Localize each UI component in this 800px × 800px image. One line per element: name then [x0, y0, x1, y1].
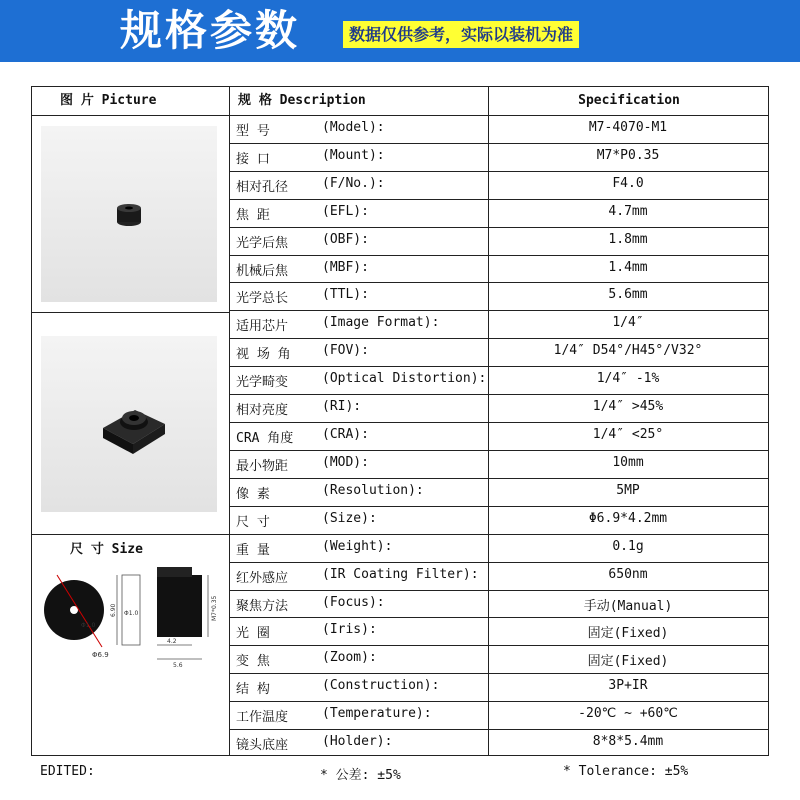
- page-title: 规格参数: [120, 6, 301, 55]
- row-name-cn: CRA 角度: [236, 431, 294, 447]
- hole-label: Φ1.0: [81, 622, 96, 629]
- row-name-cn: 焦 距: [236, 207, 270, 223]
- row-description: (Zoom):: [322, 650, 377, 666]
- spec-row: [230, 422, 768, 450]
- lens-barrel-image: [41, 126, 217, 302]
- row-description: (Focus):: [322, 594, 385, 610]
- row-description: (Holder):: [322, 734, 393, 750]
- spec-row: [230, 562, 768, 590]
- row-name-cn: 接 口: [236, 151, 270, 167]
- row-description: (CRA):: [322, 427, 369, 443]
- row-description: (Size):: [322, 510, 377, 526]
- row-description: (FOV):: [322, 343, 369, 359]
- row-spec-value: 8*8*5.4mm: [592, 734, 664, 750]
- length-label: 5.6: [173, 662, 183, 669]
- row-description: (Construction):: [322, 678, 440, 694]
- row-spec-value: 5MP: [616, 482, 640, 498]
- row-name-cn: 结 构: [236, 682, 270, 698]
- tolerance-cn: * 公差: ±5%: [320, 768, 401, 783]
- row-name-cn: 尺 寸: [236, 514, 270, 530]
- row-description: (Optical Distortion):: [322, 371, 487, 387]
- row-description: (MOD):: [322, 454, 369, 470]
- lens-photo-cell: [32, 115, 230, 312]
- row-name-cn: 光学总长: [236, 291, 289, 307]
- row-description: (Image Format):: [322, 315, 440, 331]
- row-description: (Mount):: [322, 147, 385, 163]
- spec-row: [230, 366, 768, 394]
- spec-row: [230, 506, 768, 534]
- size-drawing-cell: [32, 534, 230, 757]
- row-name-cn: 光 圈: [236, 626, 270, 642]
- edited-label: EDITED:: [40, 764, 95, 779]
- spec-row: [230, 171, 768, 199]
- spec-row: [230, 282, 768, 310]
- row-spec-value: 5.6mm: [608, 287, 648, 303]
- row-name-cn: 适用芯片: [236, 319, 289, 335]
- spec-row: [230, 255, 768, 283]
- row-name-cn: 工作温度: [236, 710, 289, 726]
- row-spec-value: 4.7mm: [608, 203, 648, 219]
- hole-label-2: Φ1.0: [124, 610, 139, 617]
- size-label: 尺 寸 Size: [70, 542, 143, 557]
- row-name-cn: 红外感应: [236, 570, 289, 586]
- height-label: 6.90: [110, 603, 117, 617]
- spec-row: [230, 143, 768, 171]
- row-spec-value: 固定(Fixed): [587, 654, 669, 670]
- row-description: (Model):: [322, 120, 385, 135]
- row-description: (Weight):: [322, 538, 393, 554]
- row-spec-value: 3P+IR: [608, 678, 648, 694]
- row-description: (IR Coating Filter):: [322, 566, 479, 582]
- row-description: (F/No.):: [322, 175, 385, 191]
- header-description: 规 格 Description: [238, 93, 366, 108]
- row-spec-value: 1/4″ D54°/H45°/V32°: [553, 343, 703, 359]
- row-description: (MBF):: [322, 259, 369, 275]
- row-name-cn: 视 场 角: [236, 347, 291, 363]
- row-name-cn: 镜头底座: [236, 738, 289, 754]
- row-spec-value: 650nm: [608, 566, 648, 582]
- row-spec-value: 1/4″: [612, 315, 644, 331]
- row-name-cn: 型 号: [236, 124, 270, 139]
- row-name-cn: 光学畸变: [236, 375, 289, 391]
- spec-row: [230, 338, 768, 366]
- row-name-cn: 机械后焦: [236, 263, 289, 279]
- lens-holder-image: [41, 336, 217, 512]
- spec-row: [230, 534, 768, 562]
- row-spec-value: Φ6.9*4.2mm: [588, 510, 668, 526]
- spec-row: [230, 115, 768, 143]
- holder-photo-cell: [32, 312, 230, 534]
- spec-row: [230, 729, 768, 757]
- spec-table: [31, 86, 769, 756]
- row-spec-value: 手动(Manual): [583, 598, 673, 614]
- row-spec-value: 1.4mm: [608, 259, 648, 275]
- spec-row: [230, 701, 768, 729]
- thread-label: M7*0.35: [211, 595, 218, 621]
- row-spec-value: 固定(Fixed): [587, 626, 669, 642]
- row-name-cn: 聚焦方法: [236, 598, 289, 614]
- row-spec-value: -20℃ ~ +60℃: [578, 706, 678, 722]
- holder-photo: [41, 336, 217, 512]
- row-spec-value: 1/4″ -1%: [596, 371, 660, 387]
- spec-row: [230, 394, 768, 422]
- spec-row: [230, 450, 768, 478]
- diameter-label: Φ6.9: [92, 651, 109, 659]
- row-description: (Resolution):: [322, 482, 424, 498]
- row-name-cn: 变 焦: [236, 654, 270, 670]
- spec-row: [230, 645, 768, 673]
- row-name-cn: 相对孔径: [236, 179, 289, 195]
- header-picture: 图 片 Picture: [60, 93, 157, 108]
- row-description: (TTL):: [322, 287, 369, 303]
- dimension-drawing: [32, 557, 230, 757]
- row-name-cn: 光学后焦: [236, 235, 289, 251]
- row-spec-value: M7-4070-M1: [588, 120, 668, 135]
- row-spec-value: 1/4″ >45%: [592, 399, 664, 415]
- title-banner: [0, 0, 800, 62]
- row-description: (RI):: [322, 399, 362, 415]
- width-label: 4.2: [167, 638, 177, 645]
- row-spec-value: 10mm: [612, 454, 644, 470]
- row-name-cn: 最小物距: [236, 458, 289, 474]
- row-spec-value: 1/4″ <25°: [592, 427, 664, 443]
- row-name-cn: 重 量: [236, 542, 270, 558]
- tolerance-en: * Tolerance: ±5%: [563, 764, 689, 779]
- header-specification: Specification: [578, 93, 680, 108]
- row-description: (OBF):: [322, 231, 369, 247]
- disclaimer-note: 数据仅供参考，实际以装机为准: [343, 21, 579, 48]
- spec-row: [230, 199, 768, 227]
- row-spec-value: F4.0: [612, 175, 644, 191]
- spec-row: [230, 227, 768, 255]
- spec-row: [230, 478, 768, 506]
- row-name-cn: 像 素: [236, 486, 270, 502]
- spec-row: [230, 617, 768, 645]
- row-name-cn: 相对亮度: [236, 403, 289, 419]
- row-spec-value: M7*P0.35: [596, 147, 660, 163]
- row-spec-value: 1.8mm: [608, 231, 648, 247]
- row-description: (Iris):: [322, 622, 377, 638]
- row-description: (EFL):: [322, 203, 369, 219]
- spec-row: [230, 673, 768, 701]
- row-spec-value: 0.1g: [612, 538, 644, 554]
- spec-row: [230, 310, 768, 338]
- lens-photo: [41, 126, 217, 302]
- spec-row: [230, 590, 768, 618]
- row-description: (Temperature):: [322, 706, 432, 722]
